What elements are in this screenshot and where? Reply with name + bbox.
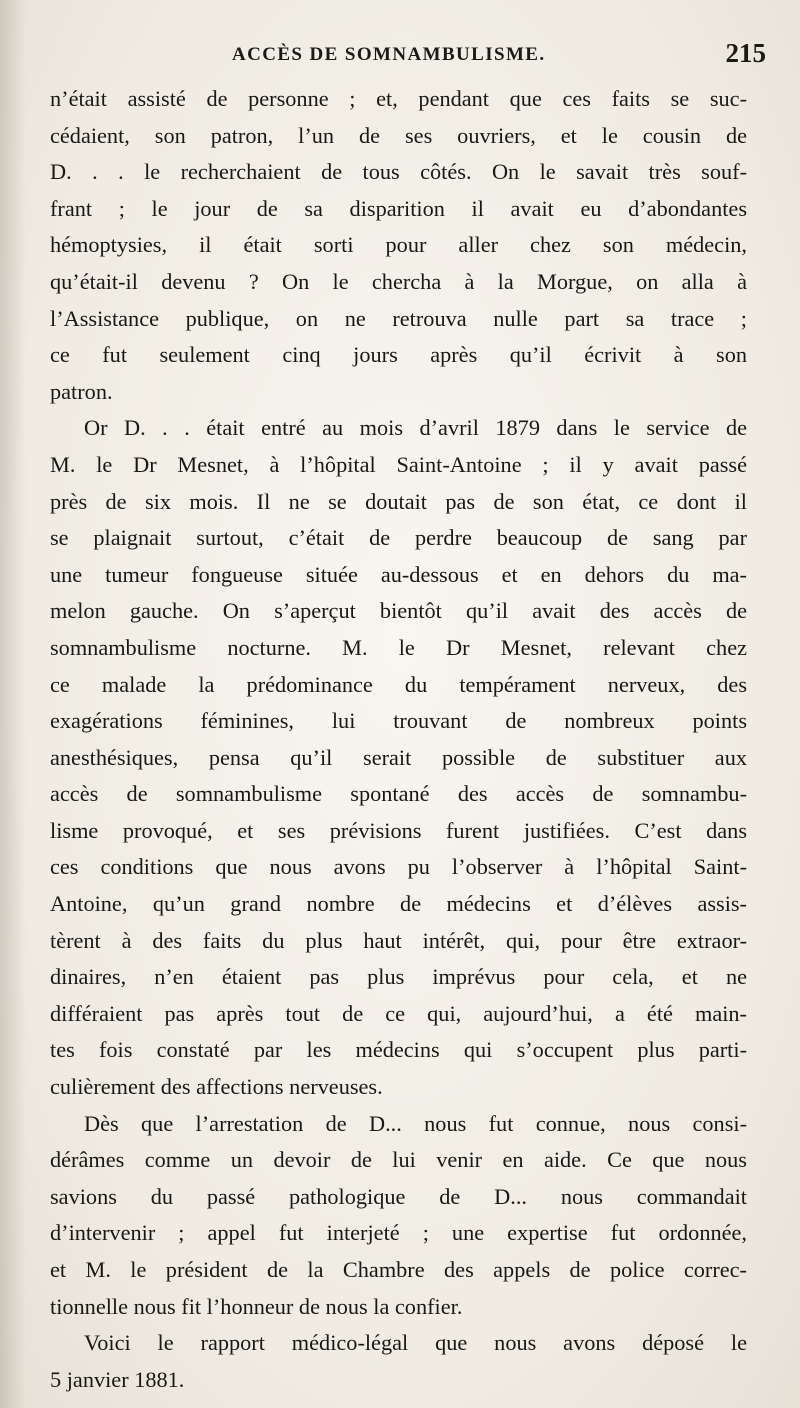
- running-head: ACCÈS DE SOMNAMBULISME.: [232, 44, 546, 65]
- text-line: dérâmes comme un devoir de lui venir en aide. Ce que nous: [50, 1147, 747, 1173]
- paragraph-3: [50, 1106, 747, 1326]
- text-line: somnambulisme nocturne. M. le Dr Mesnet, relevant chez: [50, 634, 747, 660]
- text-line: tionnelle nous fit l’honneur de nous la confier.: [50, 1293, 463, 1319]
- text-line: ces conditions que nous avons pu l’observer à l’hôpital Saint-: [50, 854, 747, 880]
- text-line: qu’était-il devenu ? On le chercha à la Morgue, on alla à: [50, 268, 747, 294]
- text-line: lisme provoqué, et ses prévisions furent justifiées. C’est dans: [50, 817, 747, 843]
- paragraph-4: [50, 1325, 747, 1398]
- text-line: et M. le président de la Chambre des appels de police correc-: [50, 1257, 747, 1282]
- text-line: frant ; le jour de sa disparition il avait eu d’abondantes: [50, 195, 747, 221]
- text-line: Voici le rapport médico-légal que nous avons déposé le: [84, 1330, 747, 1356]
- text-line: n’était assisté de personne ; et, pendant que ces faits se suc-: [50, 86, 747, 111]
- text-line: Dès que l’arrestation de D... nous fut connue, nous consi-: [84, 1110, 747, 1136]
- text-line: Or D. . . était entré au mois d’avril 1879 dans le service de: [84, 415, 747, 441]
- text-line: accès de somnambulisme spontané des accès de somnambu-: [50, 781, 747, 807]
- text-line: culièrement des affections nerveuses.: [50, 1074, 383, 1100]
- text-line: exagérations féminines, lui trouvant de nombreux points: [50, 708, 747, 734]
- text-line: l’Assistance publique, on ne retrouva nulle part sa trace ;: [50, 305, 747, 331]
- text-line: près de six mois. Il ne se doutait pas de son état, ce dont il: [50, 488, 747, 514]
- text-line: Antoine, qu’un grand nombre de médecins et d’élèves assis-: [50, 891, 747, 917]
- gutter-shadow: [0, 0, 26, 1408]
- paragraph-1: [50, 81, 747, 410]
- text-line: tèrent à des faits du plus haut intérêt, qui, pour être extraor-: [50, 927, 747, 953]
- text-line: ce malade la prédominance du tempérament nerveux, des: [50, 671, 747, 697]
- text-line: dinaires, n’en étaient pas plus imprévus pour cela, et ne: [50, 964, 747, 990]
- text-line: tes fois constaté par les médecins qui s’occupent plus parti-: [50, 1037, 747, 1063]
- text-line: D. . . le recherchaient de tous côtés. On le savait très souf-: [50, 159, 747, 185]
- page-number: 215: [725, 38, 766, 68]
- text-line: se plaignait surtout, c’était de perdre beaucoup de sang par: [50, 525, 747, 551]
- text-line: cédaient, son patron, l’un de ses ouvriers, et le cousin de: [50, 122, 747, 148]
- body-text: [50, 81, 747, 1398]
- text-line: différaient pas après tout de ce qui, aujourd’hui, a été main-: [50, 1000, 747, 1026]
- text-line: savions du passé pathologique de D... nous commandait: [50, 1183, 747, 1209]
- text-line: melon gauche. On s’aperçut bientôt qu’il avait des accès de: [50, 598, 747, 624]
- page-header: [0, 38, 800, 74]
- text-line: 5 janvier 1881.: [50, 1366, 185, 1392]
- text-line: une tumeur fongueuse située au-dessous et en dehors du ma-: [50, 561, 747, 587]
- text-line: M. le Dr Mesnet, à l’hôpital Saint-Antoine ; il y avait passé: [50, 451, 747, 477]
- text-line: patron.: [50, 378, 113, 404]
- text-line: d’intervenir ; appel fut interjeté ; une expertise fut ordonnée,: [50, 1220, 747, 1246]
- text-line: anesthésiques, pensa qu’il serait possible de substituer aux: [50, 744, 747, 770]
- text-line: ce fut seulement cinq jours après qu’il écrivit à son: [50, 342, 747, 368]
- text-line: hémoptysies, il était sorti pour aller chez son médecin,: [50, 232, 747, 258]
- paragraph-2: [50, 410, 747, 1105]
